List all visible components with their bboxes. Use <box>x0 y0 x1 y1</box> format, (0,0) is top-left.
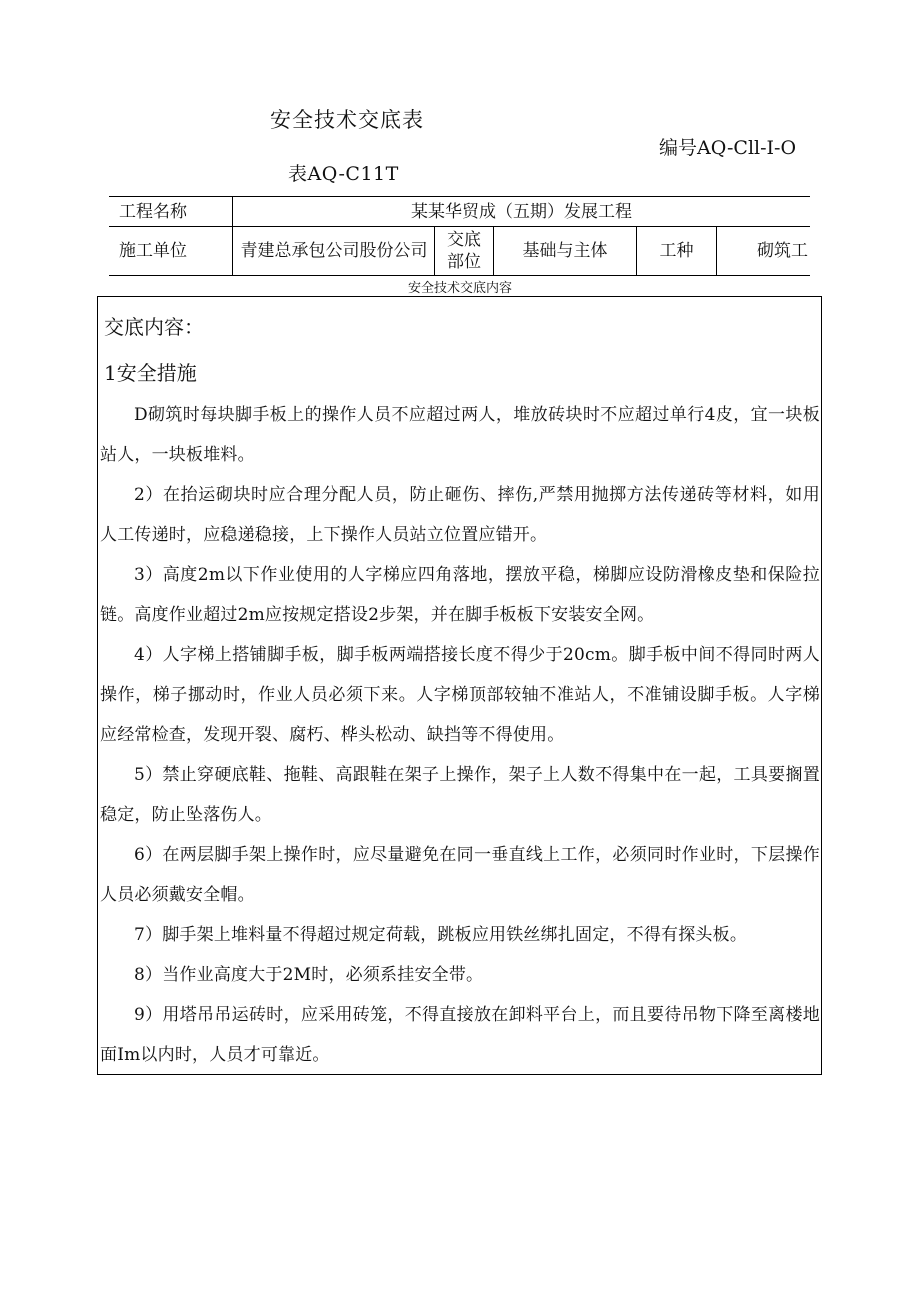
measure-item: 8）当作业高度大于2M时，必须系挂安全带。 <box>134 965 484 985</box>
trade-label: 工种 <box>659 241 694 261</box>
document-title: 安全技术交底表 <box>270 108 424 132</box>
measure-list <box>100 395 820 1075</box>
content-heading: 交底内容： <box>104 315 204 339</box>
table-code: 表AQ-C11T <box>288 163 399 185</box>
construction-unit-label: 施工单位 <box>119 241 187 261</box>
content-box <box>97 296 822 1075</box>
measure-item: 3）高度2m以下作业使用的人字梯应四角落地，摆放平稳，梯脚应设防滑橡皮垫和保险拉链。高度作业超过2m应按规定搭设2步架，并在脚手板板下安装安全网。 <box>100 565 820 625</box>
construction-unit-value: 青建总承包公司股份公司 <box>240 241 428 261</box>
project-name-label: 工程名称 <box>119 202 187 222</box>
trade-value: 砌筑工 <box>757 241 808 261</box>
content-caption: 安全技术交底内容 <box>407 281 512 296</box>
handover-part-label: 交底部位 <box>447 230 481 272</box>
measure-item: 6）在两层脚手架上操作时，应尽量避免在同一垂直线上工作，必须同时作业时，下层操作人员必须戴安全帽。 <box>100 845 820 905</box>
measure-item: 7）脚手架上堆料量不得超过规定荷载，跳板应用铁丝绑扎固定，不得有探头板。 <box>134 925 748 945</box>
handover-part-value: 基础与主体 <box>522 241 608 261</box>
table-divider-2 <box>434 226 435 275</box>
table-rule-top <box>109 196 810 197</box>
section-heading: 1安全措施 <box>104 361 197 385</box>
measure-item: D砌筑时每块脚手板上的操作人员不应超过两人，堆放砖块时不应超过单行4皮，宜一块板站人，一块板堆料。 <box>100 405 820 465</box>
measure-item: 5）禁止穿硬底鞋、拖鞋、高跟鞋在架子上操作，架子上人数不得集中在一起，工具要搁置稳定，防止坠落伤人。 <box>100 765 820 825</box>
measure-item: 4）人字梯上搭铺脚手板，脚手板两端搭接长度不得少于20cm。脚手板中间不得同时两人操作，梯子挪动时，作业人员必须下来。人字梯顶部较轴不准站人，不准铺设脚手板。人字梯应经常检查，发现开裂、腐朽、桦头松动、缺挡等不得使用。 <box>100 645 820 745</box>
measure-item: 9）用塔吊吊运砖时，应采用砖笼，不得直接放在卸料平台上，而且要待吊物下降至离楼地面Im以内时，人员才可靠近。 <box>100 1005 820 1065</box>
measure-item: 2）在抬运砌块时应合理分配人员，防止砸伤、摔伤,严禁用抛掷方法传递砖等材料，如用人工传递时，应稳递稳接，上下操作人员站立位置应错开。 <box>100 485 820 545</box>
document-number: 编号AQ-Cll-I-O <box>659 137 797 159</box>
table-rule-bottom <box>109 275 810 276</box>
project-name-value: 某某华贸成（五期）发展工程 <box>411 202 632 222</box>
